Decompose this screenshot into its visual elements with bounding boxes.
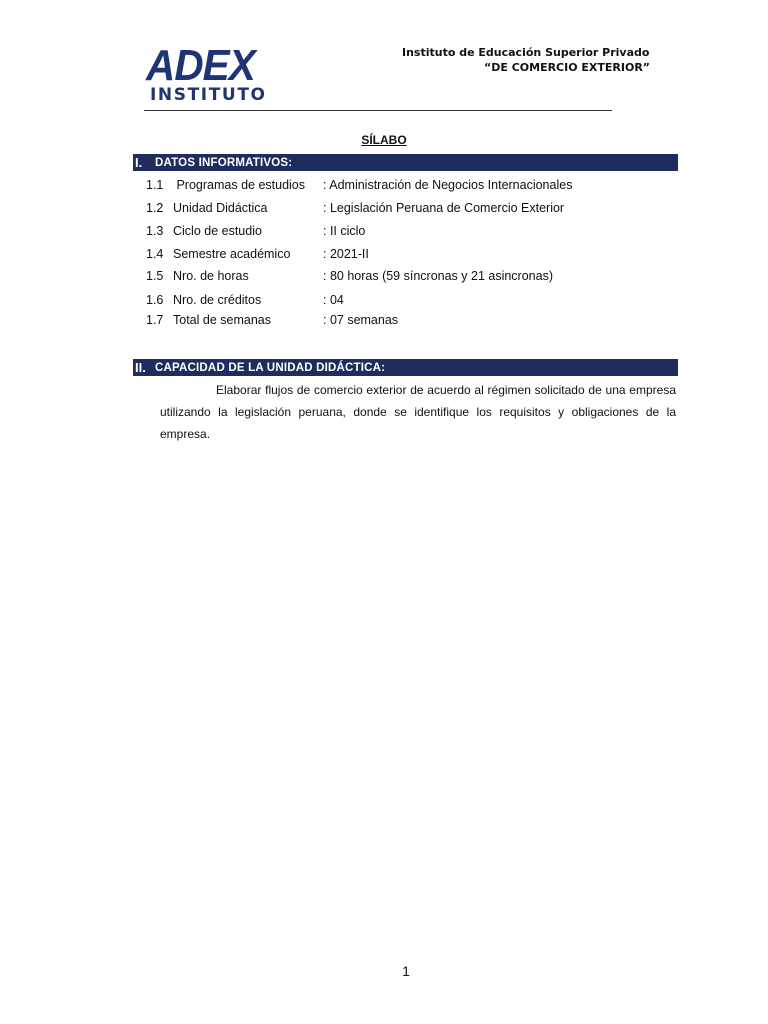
info-value: : II ciclo xyxy=(323,224,366,238)
info-label: Semestre académico xyxy=(173,247,291,261)
institution-header xyxy=(402,45,662,75)
section-heading-capacidad xyxy=(133,359,678,376)
info-number: 1.6 xyxy=(146,293,164,307)
info-number: 1.5 xyxy=(146,269,164,283)
info-label: Total de semanas xyxy=(173,313,271,327)
document-title: SÍLABO xyxy=(361,133,407,147)
info-number: 1.2 xyxy=(146,201,164,215)
header-divider xyxy=(144,110,612,111)
institution-subtitle: “DE COMERCIO EXTERIOR” xyxy=(484,61,651,74)
info-label: Unidad Didáctica xyxy=(173,201,268,215)
capacity-paragraph: Elaborar flujos de comercio exterior de acuerdo al régimen solicitado de una empresa utilizando la legislación peruana, donde se identifique los requisitos y obligaciones de la empresa. xyxy=(160,383,676,441)
info-label: Ciclo de estudio xyxy=(173,224,262,238)
info-label: Nro. de horas xyxy=(173,269,249,283)
info-value: : Legislación Peruana de Comercio Exterior xyxy=(323,201,565,215)
section-number: II. xyxy=(135,360,146,375)
institution-name: Instituto de Educación Superior Privado xyxy=(402,46,650,59)
info-value: : 2021-II xyxy=(323,247,369,261)
info-label: Nro. de créditos xyxy=(173,293,262,307)
info-value: : Administración de Negocios Internacionales xyxy=(323,178,573,192)
page-number: 1 xyxy=(402,963,410,979)
section-heading-datos xyxy=(133,154,678,171)
adex-logo xyxy=(146,41,270,105)
info-number: 1.1 xyxy=(146,178,164,192)
info-number: 1.3 xyxy=(146,224,164,238)
info-number: 1.4 xyxy=(146,247,164,261)
info-value: : 80 horas (59 síncronas y 21 asincronas) xyxy=(323,269,553,283)
section-title: DATOS INFORMATIVOS: xyxy=(155,156,293,169)
logo-subtitle: INSTITUTO xyxy=(150,85,267,105)
info-label: Programas de estudios xyxy=(173,178,306,192)
logo-wordmark: ADEX xyxy=(146,41,255,90)
info-number: 1.7 xyxy=(146,313,164,327)
info-value: : 04 xyxy=(323,293,344,307)
section-number: I. xyxy=(135,155,143,170)
info-value: : 07 semanas xyxy=(323,313,399,327)
section-title: CAPACIDAD DE LA UNIDAD DIDÁCTICA: xyxy=(155,361,386,374)
